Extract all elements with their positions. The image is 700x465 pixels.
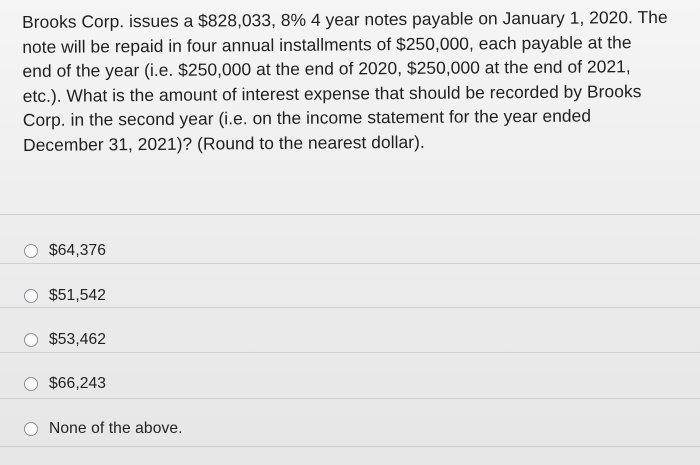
radio-button-icon[interactable] <box>24 422 38 436</box>
option-3[interactable] <box>24 327 106 353</box>
radio-button-icon[interactable] <box>24 289 38 303</box>
radio-button-icon[interactable] <box>24 333 38 347</box>
option-label: None of the above. <box>49 420 183 437</box>
option-label: $51,542 <box>49 287 107 304</box>
option-2[interactable] <box>24 283 106 309</box>
option-label: $66,243 <box>49 375 107 392</box>
radio-button-icon[interactable] <box>24 244 38 258</box>
option-label: $53,462 <box>49 331 107 348</box>
option-4[interactable] <box>24 371 106 397</box>
option-1[interactable] <box>24 238 106 264</box>
question-text: Brooks Corp. issues a $828,033, 8% 4 year notes payable on January 1, 2020. The note will be repaid in four annual installments of $250,000, each payable at the end of the year (i.e. $250,000 at the end of 2020, $250,000 at the end of 2021, etc.). What is the amount of interest expense that should be recorded by Brooks Corp. in the second year (i.e. on the income statement for the year ended December 31, 2021)? (Round to the nearest dollar). <box>22 6 668 155</box>
radio-button-icon[interactable] <box>24 377 38 391</box>
option-label: $64,376 <box>49 242 107 259</box>
option-5[interactable] <box>24 416 183 442</box>
